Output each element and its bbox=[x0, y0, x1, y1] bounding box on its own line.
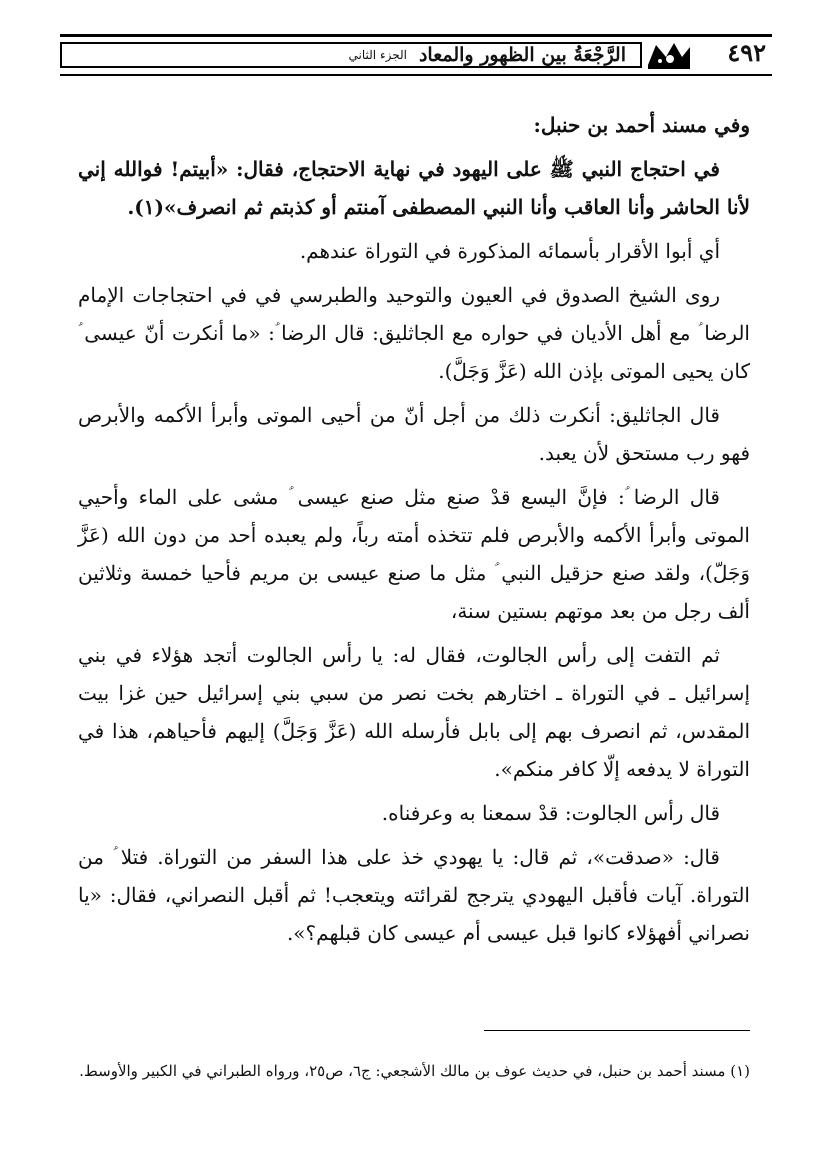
paragraph-3: أي أبوا الأقرار بأسمائه المذكورة في التوراة عندهم. bbox=[299, 239, 720, 263]
book-title: الرَّجْعَةُ بين الظهور والمعاد bbox=[418, 44, 626, 66]
page-header bbox=[60, 34, 772, 76]
footnote-separator bbox=[484, 1030, 750, 1031]
part-label: الجزء الثاني bbox=[348, 48, 407, 62]
footnote: (١) مسند أحمد بن حنبل، في حديث عوف بن مالك الأشجعي: ج٦، ص٢٥، ورواه الطبراني في الكبير والأوسط. bbox=[79, 1062, 750, 1080]
paragraph-9: قال: «صدقت»، ثم قال: يا يهودي خذ على هذا السفر من التوراة. فتلا ؑ من التوراة. آيات فأقبل اليهودي يترجج لقرائته ويتعجب! ثم أقبل النصراني، فقال: «يا نصراني أفهؤلاء كانوا قبل عيسى أم عيسى كان قبلهم؟». bbox=[78, 845, 750, 945]
header-ornament-icon bbox=[646, 39, 692, 71]
paragraph-6: قال الرضا ؑ: فإنَّ اليسع قدْ صنع مثل صنع عيسى ؑ مشى على الماء وأحيي الموتى وأبرأ الأكمه والأبرص فلم تتخذه أمته رباً، ولم يعبده أحد من دون الله (عَزَّ وَجَلّ)، ولقد صنع حزقيل النبي ؑ مثل ما صنع عيسى بن مريم فأحيا خمسة وثلاثين ألف رجل من بعد موتهم بستين سنة، bbox=[78, 485, 750, 623]
paragraph-1: وفي مسند أحمد بن حنبل: bbox=[533, 113, 750, 137]
paragraph-2: في احتجاج النبي ﷺ على اليهود في نهاية الاحتجاج، فقال: «أبيتم! فوالله إني لأنا الحاشر وأنا العاقب وأنا النبي المصطفى آمنتم أو كذبتم ثم انصرف»(١). bbox=[78, 157, 750, 219]
main-text bbox=[78, 106, 750, 958]
page-number: ٤٩٢ bbox=[727, 38, 766, 67]
header-top-rule bbox=[60, 34, 772, 37]
paragraph-7: ثم التفت إلى رأس الجالوت، فقال له: يا رأس الجالوت أتجد هؤلاء في بني إسرائيل ـ في التوراة ـ اختارهم بخت نصر من سبي بني إسرائيل حين غزا بيت المقدس، ثم انصرف بهم إلى بابل فأرسله الله (عَزَّ وَجَلَّ) إليهم فأحياهم، هذا في التوراة لا يدفعه إلّا كافر منكم». bbox=[78, 643, 750, 781]
paragraph-4: روى الشيخ الصدوق في العيون والتوحيد والطبرسي في في احتجاجات الإمام الرضا ؑ مع أهل الأديان في حواره مع الجاثليق: قال الرضا ؑ: «ما أنكرت أنّ عيسى ؑ كان يحيى الموتى بإذن الله (عَزَّ وَجَلَّ). bbox=[78, 283, 750, 383]
paragraph-8: قال رأس الجالوت: قدْ سمعنا به وعرفناه. bbox=[381, 801, 720, 825]
paragraph-5: قال الجاثليق: أنكرت ذلك من أجل أنّ من أحيى الموتى وأبرأ الأكمه والأبرص فهو رب مستحق لأن يعبد. bbox=[78, 403, 750, 465]
header-bottom-rule bbox=[60, 74, 772, 76]
running-title-box bbox=[60, 42, 642, 68]
